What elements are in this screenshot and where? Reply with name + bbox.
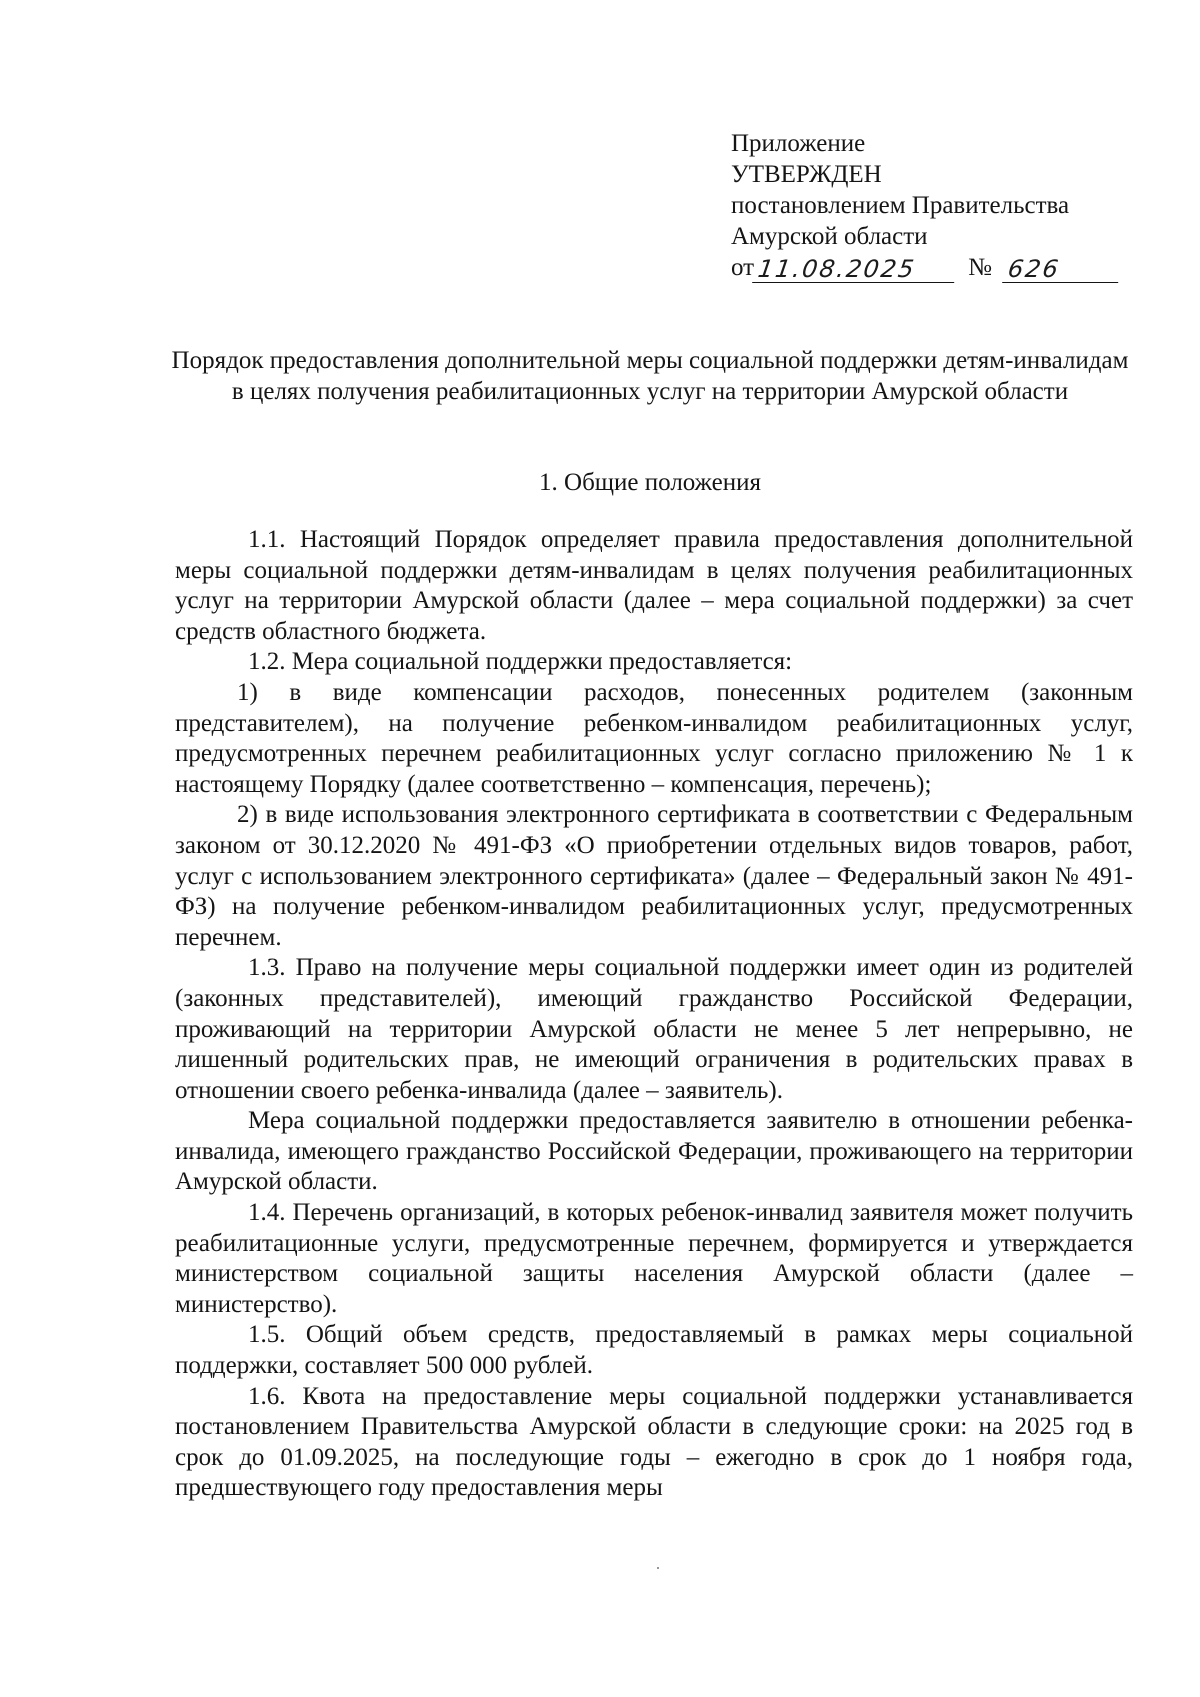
list-item-1: 1) в виде компенсации расходов, понесенных родителем (законным представителем), на получение ребенком-инвалидом реабилитационных услуг, предусмотренных перечнем реабилитационных услуг согласно приложению № 1 к настоящему Порядку (далее соответственно – компенсация, перечень); xyxy=(175,678,1133,798)
date-number-line xyxy=(731,252,1131,283)
list-item-2: 2) в виде использования электронного сертификата в соответствии с Федеральным законом от 30.12.2020 № 491-ФЗ «О приобретении отдельных видов товаров, работ, услуг с использованием электронного сертификата» (далее – Федеральный закон № 491-ФЗ) на получение ребенком-инвалидом реабилитационных услуг, предусмотренных перечнем. xyxy=(175,801,1133,951)
handwritten-number: 626 xyxy=(1002,256,1122,283)
document-title: Порядок предоставления дополнительной меры социальной поддержки детям-инвалидам в целях получения реабилитационных услуг на территории Амурской области xyxy=(171,347,1129,405)
date-prefix: от xyxy=(731,254,755,281)
approved-label: УТВЕРЖДЕН xyxy=(731,161,882,188)
number-sign: № xyxy=(968,254,992,281)
section-heading: 1. Общие положения xyxy=(539,469,761,496)
handwritten-date: 11.08.2025 xyxy=(752,256,958,283)
paragraph-1-1: 1.1. Настоящий Порядок определяет правила предоставления дополнительной меры социальной поддержки детям-инвалидам в целях получения реабилитационных услуг на территории Амурской области (далее – мера социальной поддержки) за счет средств областного бюджета. xyxy=(175,526,1133,645)
paragraph-1-3-cont: Мера социальной поддержки предоставляется заявителю в отношении ребенка-инвалида, имеющего гражданство Российской Федерации, проживающего на территории Амурской области. xyxy=(175,1107,1133,1196)
scan-speck xyxy=(657,1567,659,1569)
paragraph-1-5: 1.5. Общий объем средств, предоставляемый в рамках меры социальной поддержки, составляет 500 000 рублей. xyxy=(175,1321,1133,1380)
paragraph-1-6: 1.6. Квота на предоставление меры социальной поддержки устанавливается постановлением Правительства Амурской области в следующие сроки: на 2025 год в срок до 01.09.2025, на последующие годы – ежегодно в срок до 1 ноября года, предшествующего году предоставления меры xyxy=(175,1382,1133,1502)
paragraph-1-4: 1.4. Перечень организаций, в которых ребенок-инвалид заявителя может получить реабилитационные услуги, предусмотренные перечнем, формируется и утверждается министерством социальной защиты населения Амурской области (далее – министерство). xyxy=(175,1199,1133,1318)
document-body xyxy=(175,525,1133,1504)
approval-block xyxy=(731,128,1131,283)
appendix-label: Приложение xyxy=(731,130,866,157)
approved-by-label: постановлением Правительства xyxy=(731,192,1070,219)
paragraph-1-2: 1.2. Мера социальной поддержки предоставляется: xyxy=(248,648,793,676)
region-label: Амурской области xyxy=(731,223,928,250)
paragraph-1-3: 1.3. Право на получение меры социальной поддержки имеет один из родителей (законных представителей), имеющий гражданство Российской Федерации, проживающий на территории Амурской области не менее 5 лет непрерывно, не лишенный родительских прав, не имеющий ограничения в родительских правах в отношении своего ребенка-инвалида (далее – заявитель). xyxy=(175,954,1133,1104)
